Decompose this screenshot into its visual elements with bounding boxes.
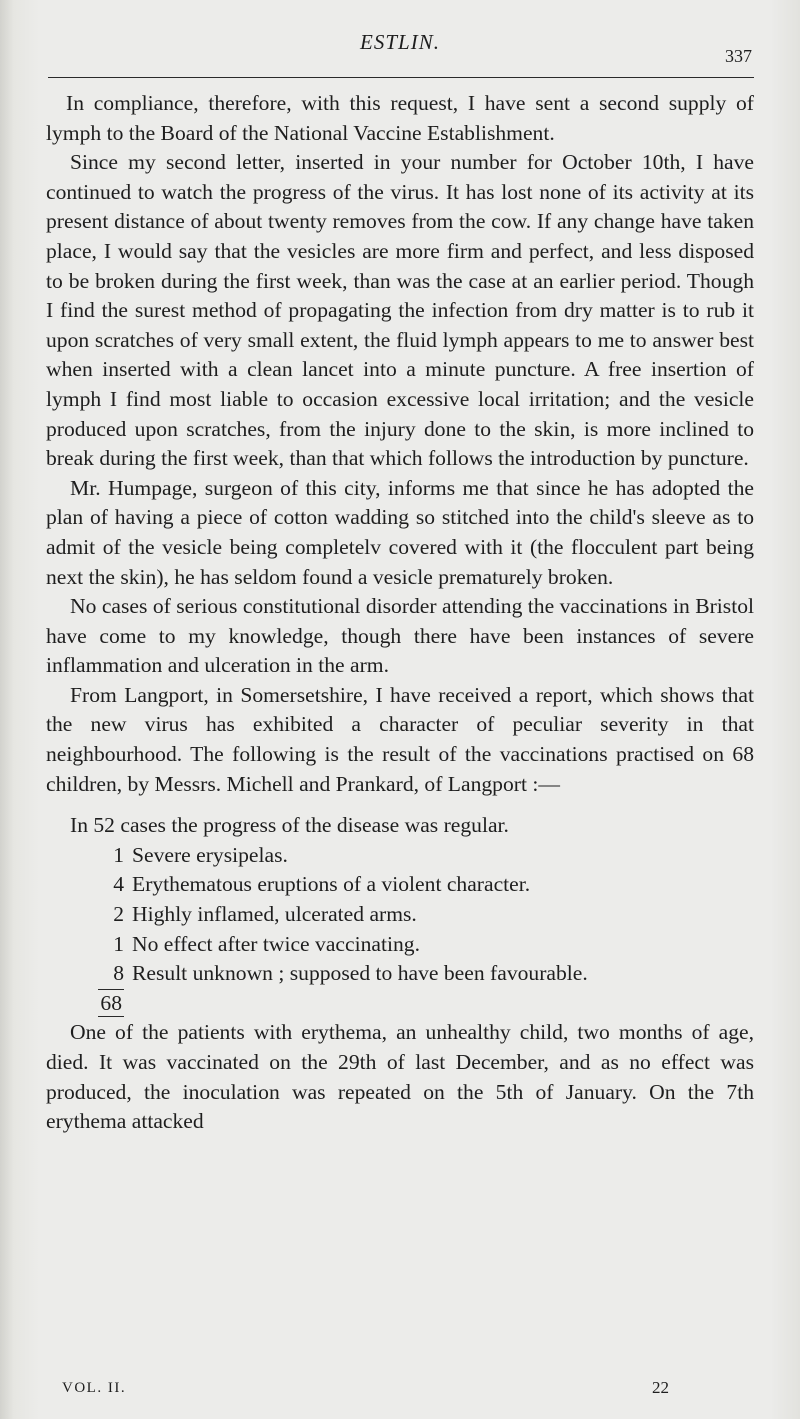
paragraph: One of the patients with erythema, an unhealthy child, two months of age, died. It was vaccinated on the 29th of last December, and as no effect was produced, the inoculation was repeated on the 5th of January. On the 7th erythema attacked	[46, 1020, 754, 1134]
paragraph: No cases of serious constitutional disorder attending the vaccinations in Bristol have come to my knowledge, though there have been instances of severe inflammation and ulceration in the arm.	[46, 594, 754, 678]
paragraph: From Langport, in Somersetshire, I have received a report, which shows that the new virus has exhibited a character of peculiar severity in that neighbourhood. The following is the result of the vaccinations practised on 68 children, by Messrs. Michell and Prankard, of Langport :—	[46, 682, 754, 796]
body-text	[46, 89, 754, 1137]
results-table	[46, 811, 754, 1018]
row-count: 1	[113, 842, 124, 867]
signature-folio: 22	[652, 1378, 669, 1397]
row-count: 4	[113, 872, 124, 897]
table-total-row	[46, 989, 754, 1019]
page-number: 337	[725, 46, 752, 66]
table-row	[46, 841, 754, 871]
row-count: 1	[113, 931, 124, 956]
table-row	[46, 930, 754, 960]
signature-mark: VOL. II.	[62, 1380, 127, 1396]
row-description: Severe erysipelas.	[132, 842, 288, 867]
row-description: Result unknown ; supposed to have been favourable.	[132, 961, 588, 986]
table-total: 68	[100, 990, 122, 1015]
row-description: Highly inflamed, ulcerated arms.	[132, 902, 417, 927]
row-description: Erythematous eruptions of a violent character.	[132, 872, 531, 897]
table-row	[46, 959, 754, 989]
row-description: No effect after twice vaccinating.	[132, 931, 420, 956]
table-intro: In 52 cases the progress of the disease was regular.	[70, 813, 509, 838]
table-row	[46, 870, 754, 900]
running-head: ESTLIN.	[360, 30, 440, 54]
header-rule	[48, 77, 754, 78]
paragraph: Since my second letter, inserted in your number for October 10th, I have continued to watch the progress of the virus. It has lost none of its activity at its present distance of about twenty removes from the cow. If any change have taken place, I would say that the vesicles are more firm and perfect, and less disposed to be broken during the first week, than was the case at an earlier period. Though I find the surest method of propagating the infection from dry matter is to rub it upon scratches of very small extent, the fluid lymph appears to me to answer best when inserted with a clean lancet into a minute puncture. A free insertion of lymph I find most liable to occasion excessive local irritation; and the vesicle produced upon scratches, from the injury done to the skin, is more inclined to break during the first week, than that which follows the introduction by puncture.	[46, 150, 754, 471]
row-count: 2	[113, 902, 124, 927]
paragraph: Mr. Humpage, surgeon of this city, informs me that since he has adopted the plan of having a piece of cotton wadding so stitched into the child's sleeve as to admit of the vesicle being completelv covered with it (the flocculent part being next the skin), he has seldom found a vesicle prematurely broken.	[46, 475, 754, 589]
row-count: 8	[113, 961, 124, 986]
paragraph: In compliance, therefore, with this request, I have sent a second supply of lymph to the Board of the National Vaccine Establishment.	[46, 91, 754, 145]
table-row	[46, 900, 754, 930]
